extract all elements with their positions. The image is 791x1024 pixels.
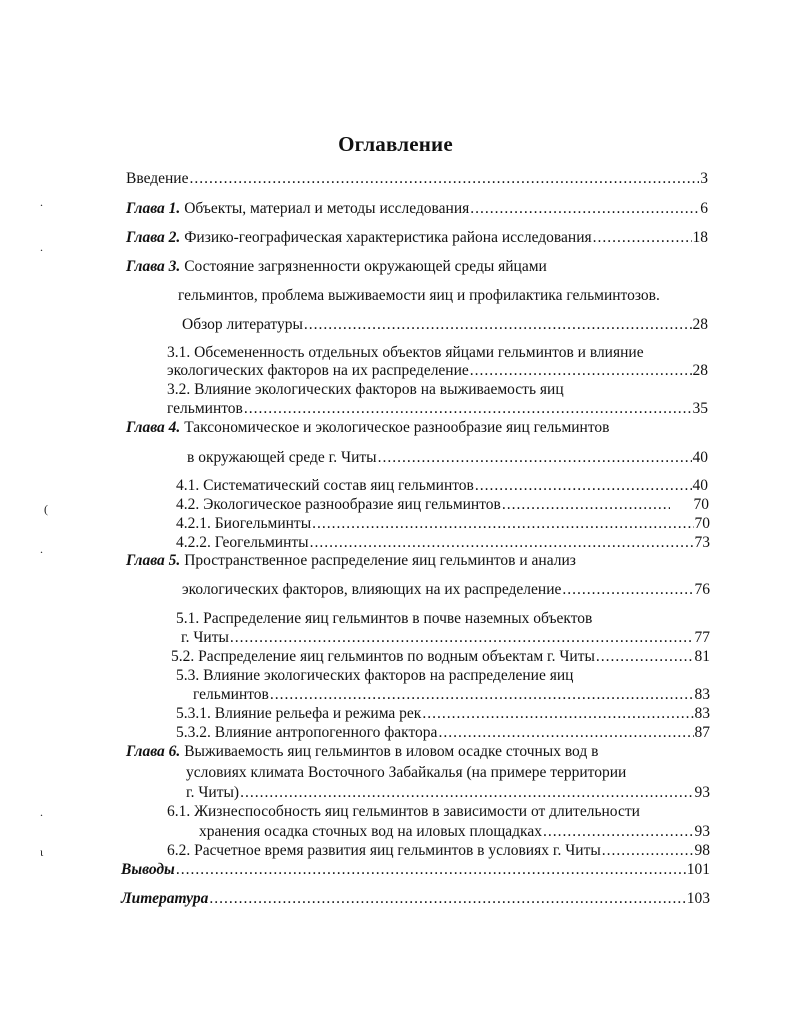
toc-leader-dots: [543, 823, 694, 841]
toc-entry-chapter-3-line-2: гельминтов, проблема выживаемости яиц и профилактика гельминтозов.: [178, 287, 660, 304]
toc-leader-dots: [240, 784, 693, 802]
toc-page-number: 70: [693, 496, 709, 513]
toc-leader-dots: [602, 842, 694, 860]
toc-entry-section-5-2: 5.2. Распределение яиц гельминтов по водным объектам г. Читы ..... 81: [171, 648, 710, 666]
toc-entry-section-4-2-1: 4.2.1. Биогельминты ..... 70: [176, 515, 710, 533]
toc-leader-dots: [176, 861, 686, 879]
toc-leader-dots: [475, 477, 692, 495]
toc-entry-chapter-6-line-2: условиях климата Восточного Забайкалья (на примере территории: [186, 764, 627, 781]
toc-page-number: 101: [686, 861, 710, 878]
toc-leader-dots: [596, 648, 694, 666]
chapter-label: Глава 3.: [126, 258, 181, 275]
toc-entry-section-3-1-line-2: экологических факторов на их распределение ..... 28: [167, 362, 708, 380]
toc-page-number: 40: [692, 477, 708, 494]
toc-entry-conclusions: Выводы ..... 101: [121, 861, 710, 879]
toc-page-number: 83: [694, 705, 710, 722]
toc-entry-chapter-1: [126, 200, 708, 218]
toc-page-number: 83: [694, 686, 710, 703]
toc-leader-dots: [378, 449, 692, 467]
toc-page-number: 18: [692, 229, 708, 246]
toc-page-number: 70: [694, 515, 710, 532]
margin-mark: .: [40, 542, 43, 556]
toc-page-number: 73: [694, 534, 710, 551]
toc-entry-text: Введение: [126, 170, 189, 187]
toc-leader-dots: [230, 629, 694, 647]
toc-leader-dots: [562, 581, 693, 599]
toc-page-number: 87: [694, 724, 710, 741]
page-title: Оглавление: [338, 132, 453, 156]
toc-leader-dots: [593, 229, 692, 247]
toc-entry-chapter-3-line-3: Обзор литературы ..... 28: [182, 316, 708, 334]
toc-entry-chapter-6-line-3: г. Читы) ..... 93: [186, 784, 710, 802]
toc-entry-chapter-5-line-1: Глава 5. Пространственное распределение яиц гельминтов и анализ: [126, 552, 576, 569]
toc-page-number: 6: [700, 200, 708, 217]
chapter-label: Глава 1.: [126, 200, 181, 217]
toc-entry-section-6-1-line-1: 6.1. Жизнеспособность яиц гельминтов в зависимости от длительности: [167, 803, 640, 820]
toc-entry-intro: [126, 170, 708, 188]
toc-entry-literature: Литература ..... 103: [121, 890, 710, 908]
toc-entry-chapter-5-line-2: экологических факторов, влияющих на их распределение ..... 76: [182, 581, 710, 599]
chapter-label: Глава 5.: [126, 552, 181, 569]
toc-entry-section-6-2: 6.2. Расчетное время развития яиц гельминтов в условиях г. Читы ..... 98: [167, 842, 710, 860]
margin-mark: .: [40, 805, 43, 819]
toc-leader-dots: [470, 200, 699, 218]
toc-leader-dots: [270, 686, 694, 704]
margin-mark: (: [44, 502, 48, 516]
toc-entry-chapter-3-line-1: Глава 3. Состояние загрязненности окружающей среды яйцами: [126, 258, 547, 275]
toc-leader-dots: [470, 362, 692, 380]
toc-page-number: 35: [692, 400, 708, 417]
margin-mark: .: [40, 240, 43, 254]
toc-entry-section-4-2-2: 4.2.2. Геогельминты ..... 73: [176, 534, 710, 552]
toc-leader-dots: [422, 705, 693, 723]
toc-leader-dots: [189, 170, 699, 188]
toc-page-number: 103: [686, 890, 710, 907]
toc-entry-text: Объекты, материал и методы исследования: [184, 200, 470, 217]
toc-entry-chapter-6-line-1: Глава 6. Выживаемость яиц гельминтов в иловом осадке сточных вод в: [126, 743, 599, 760]
toc-page-number: 28: [692, 362, 708, 379]
toc-entry-section-5-3-1: 5.3.1. Влияние рельефа и режима рек ..... 83: [176, 705, 710, 723]
toc-page-number: 76: [694, 581, 710, 598]
toc-leader-dots: [310, 534, 694, 552]
toc-page-number: 77: [694, 629, 710, 646]
toc-leader-dots: [304, 316, 692, 334]
toc-leader-dots: [244, 400, 692, 418]
toc-page-number: 40: [692, 449, 708, 466]
margin-mark: ι: [40, 845, 44, 859]
toc-entry-section-4-2: 4.2. Экологическое разнообразие яиц гельминтов ..... 70: [176, 496, 709, 514]
chapter-label: Глава 2.: [126, 229, 181, 246]
toc-entry-section-4-1: 4.1. Систематический состав яиц гельминтов ..... 40: [176, 477, 708, 495]
toc-entry-chapter-4-line-1: Глава 4. Таксономическое и экологическое разнообразие яиц гельминтов: [126, 419, 610, 436]
toc-entry-section-5-1-line-2: г. Читы ..... 77: [181, 629, 710, 647]
toc-entry-chapter-4-line-2: в окружающей среде г. Читы ..... 40: [187, 449, 708, 467]
toc-leader-dots: [502, 496, 670, 514]
toc-entry-section-3-1-line-1: 3.1. Обсемененность отдельных объектов яйцами гельминтов и влияние: [167, 344, 644, 361]
toc-entry-section-5-3-line-2: гельминтов ..... 83: [193, 686, 710, 704]
toc-leader-dots: [438, 724, 693, 742]
toc-entry-section-5-3-line-1: 5.3. Влияние экологических факторов на распределение яиц: [176, 667, 574, 684]
toc-leader-dots: [209, 890, 685, 908]
toc-page-number: 93: [694, 784, 710, 801]
toc-page-number: 98: [694, 842, 710, 859]
toc-page-number: 93: [694, 823, 710, 840]
margin-mark: .: [40, 195, 43, 209]
chapter-label: Глава 6.: [126, 743, 181, 760]
toc-page-number: 28: [692, 316, 708, 333]
toc-entry-text: Физико-географическая характеристика района исследования: [184, 229, 592, 246]
toc-entry-section-6-1-line-2: хранения осадка сточных вод на иловых площадках ..... 93: [199, 823, 710, 841]
toc-entry-section-5-1-line-1: 5.1. Распределение яиц гельминтов в почве наземных объектов: [176, 610, 593, 627]
chapter-label: Глава 4.: [126, 419, 181, 436]
toc-leader-dots: [312, 515, 693, 533]
toc-entry-section-5-3-2: 5.3.2. Влияние антропогенного фактора ..... 87: [176, 724, 710, 742]
toc-entry-chapter-2: [126, 229, 708, 247]
toc-entry-section-3-2-line-2: гельминтов ..... 35: [167, 400, 708, 418]
toc-entry-section-3-2-line-1: 3.2. Влияние экологических факторов на выживаемость яиц: [167, 381, 564, 398]
toc-page-number: 3: [700, 170, 708, 187]
toc-page-number: 81: [694, 648, 710, 665]
